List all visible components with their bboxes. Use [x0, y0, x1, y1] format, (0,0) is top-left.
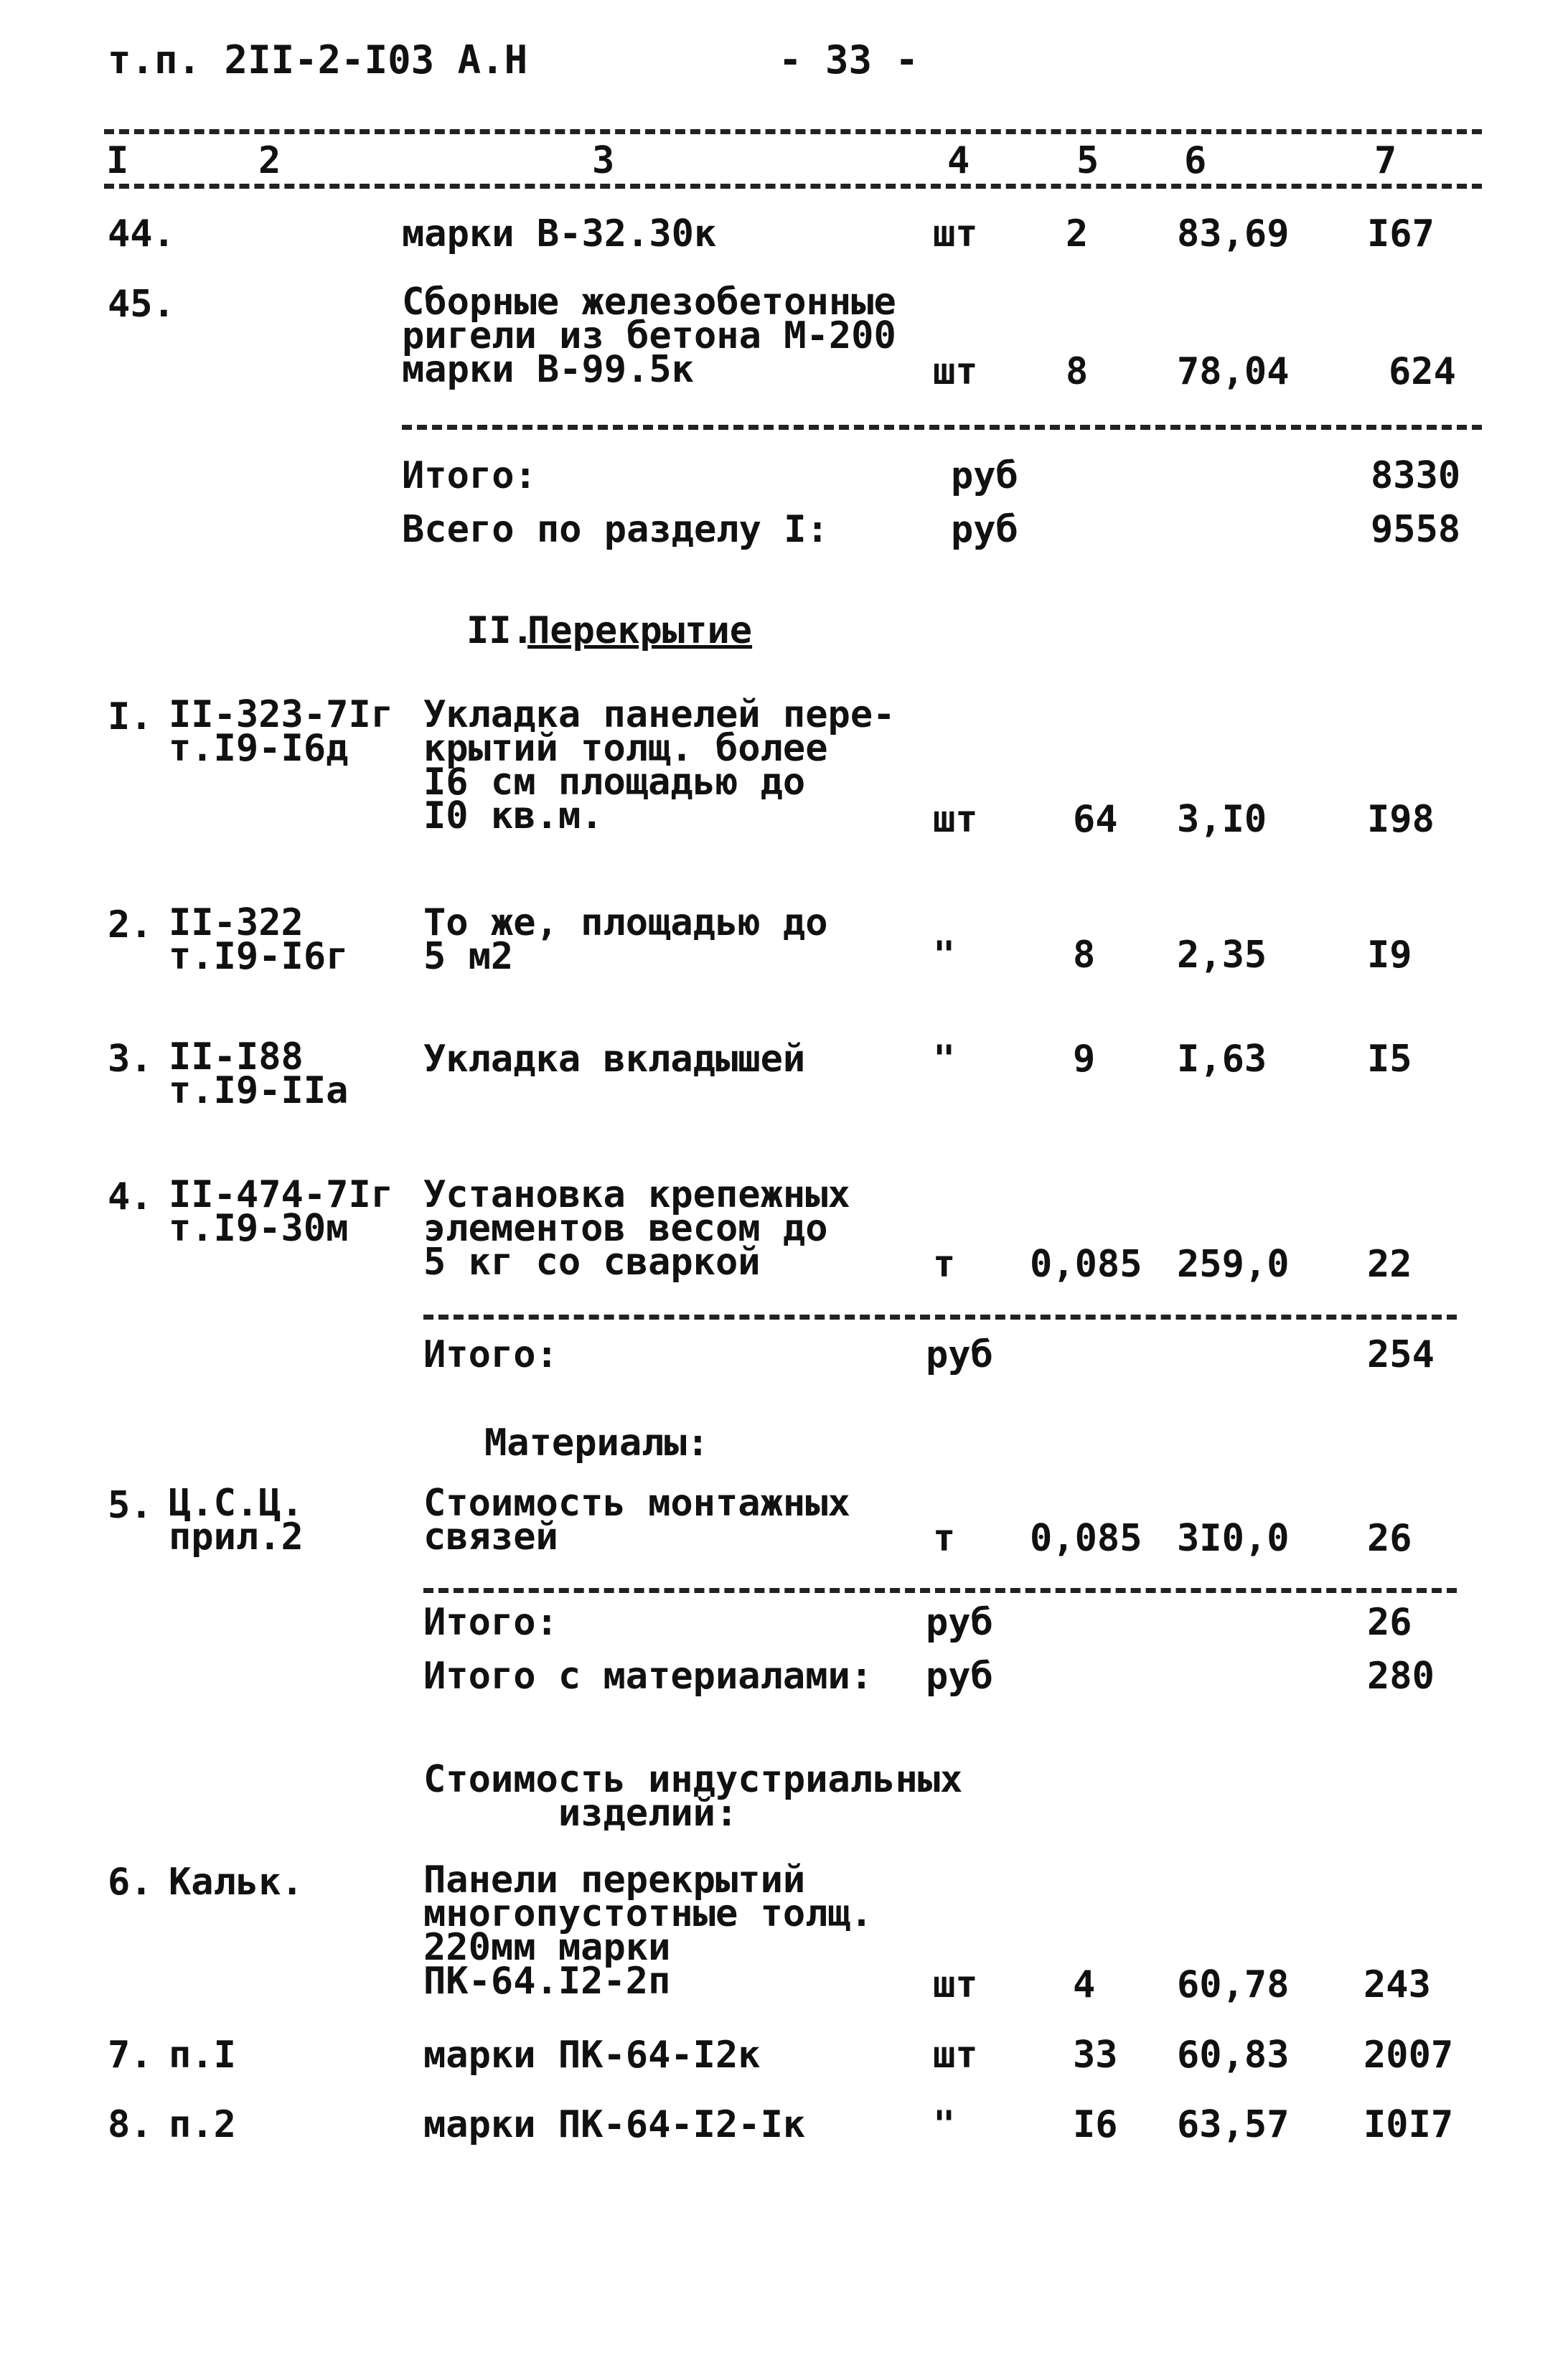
row-number: 8. — [108, 2103, 153, 2146]
row-unit: шт — [933, 212, 978, 255]
row-unit: т — [933, 1243, 956, 1286]
column-header-5: 5 — [1076, 139, 1099, 182]
row-quantity: 9 — [1073, 1038, 1096, 1081]
row-unit: шт — [933, 798, 978, 841]
row-number: 4. — [108, 1175, 153, 1218]
row-code: п.I — [169, 2034, 236, 2077]
row-unit-price: 83,69 — [1177, 212, 1290, 255]
row-unit-price: 3I0,0 — [1177, 1517, 1290, 1560]
row-unit-price: 60,83 — [1177, 2034, 1290, 2077]
subtotal-value: 8330 — [1371, 454, 1461, 497]
row-number: 5. — [108, 1484, 153, 1527]
subtotal-unit: руб — [926, 1601, 993, 1644]
section-total-unit: руб — [951, 508, 1018, 551]
row-total: 624 — [1389, 350, 1456, 393]
table-top-rule — [104, 129, 1482, 134]
row-code: II-474-7Iг т.I9-30м — [169, 1173, 394, 1250]
subtotal-label: Итого: — [402, 454, 537, 497]
materials-heading: Материалы: — [484, 1422, 710, 1465]
subtotal-rule — [423, 1315, 1457, 1320]
row-unit-price: 2,35 — [1177, 934, 1267, 977]
row-description: Сборные железобетонные ригели из бетона М-200 марки В-99.5к — [402, 281, 896, 391]
subtotal-value: 26 — [1367, 1601, 1412, 1644]
row-number: 44. — [108, 212, 175, 255]
row-unit-price: 3,I0 — [1177, 798, 1267, 841]
row-unit: шт — [933, 1963, 978, 2006]
page-number: - 33 - — [779, 37, 919, 83]
row-code: II-322 т.I9-I6г — [169, 901, 349, 978]
section-total-label: Всего по разделу I: — [402, 508, 829, 551]
row-unit: т — [933, 1517, 956, 1560]
subtotal-rule — [402, 425, 1482, 430]
row-quantity: 8 — [1073, 934, 1096, 977]
column-header-1: I — [106, 139, 129, 182]
row-quantity: 4 — [1073, 1963, 1096, 2006]
row-quantity: 0,085 — [1030, 1517, 1142, 1560]
row-description: Панели перекрытий многопустотные толщ. 220мм марки ПК-64.I2-2п — [423, 1859, 873, 2003]
row-code: п.2 — [169, 2103, 236, 2146]
section-total-value: 9558 — [1371, 508, 1461, 551]
column-header-6: 6 — [1184, 139, 1207, 182]
row-number: 6. — [108, 1861, 153, 1904]
row-description: Установка крепежных элементов весом до 5 кг со сваркой — [423, 1173, 850, 1284]
row-description: марки ПК-64-I2к — [423, 2034, 761, 2077]
subtotal-label: Итого: — [423, 1333, 558, 1376]
row-total: I5 — [1367, 1038, 1412, 1081]
subtotal-rule — [423, 1588, 1457, 1593]
row-unit-price: 60,78 — [1177, 1963, 1290, 2006]
row-code: Кальк. — [169, 1861, 304, 1904]
total-with-materials-value: 280 — [1367, 1655, 1435, 1698]
row-unit-price: 63,57 — [1177, 2103, 1290, 2146]
row-quantity: 0,085 — [1030, 1243, 1142, 1286]
row-total: I67 — [1367, 212, 1435, 255]
row-total: I9 — [1367, 934, 1412, 977]
column-header-2: 2 — [258, 139, 281, 182]
column-header-3: 3 — [592, 139, 615, 182]
subtotal-unit: руб — [926, 1333, 993, 1376]
row-total: 22 — [1367, 1243, 1412, 1286]
row-unit: " — [933, 934, 956, 977]
row-code: Ц.С.Ц. прил.2 — [169, 1482, 304, 1559]
row-quantity: 8 — [1066, 350, 1089, 393]
row-quantity: 64 — [1073, 798, 1118, 841]
total-with-materials-label: Итого с материалами: — [423, 1655, 873, 1698]
column-header-7: 7 — [1374, 139, 1397, 182]
row-total: I98 — [1367, 798, 1435, 841]
row-number: 2. — [108, 903, 153, 946]
row-number: I. — [108, 695, 153, 738]
section-title: Перекрытие — [527, 609, 753, 652]
document-code: т.п. 2II-2-I03 А.Н — [108, 37, 528, 83]
row-unit-price: 78,04 — [1177, 350, 1290, 393]
row-total: 2007 — [1363, 2034, 1454, 2077]
subtotal-label: Итого: — [423, 1601, 558, 1644]
row-number: 7. — [108, 2034, 153, 2077]
section-number: II. — [466, 609, 534, 652]
row-code: II-323-7Iг т.I9-I6д — [169, 693, 394, 770]
subtotal-unit: руб — [951, 454, 1018, 497]
row-description: Укладка вкладышей — [423, 1038, 806, 1081]
subtotal-value: 254 — [1367, 1333, 1435, 1376]
row-unit: шт — [933, 2034, 978, 2077]
row-unit-price: 259,0 — [1177, 1243, 1290, 1286]
row-description: То же, площадью до 5 м2 — [423, 901, 828, 978]
row-unit: " — [933, 2103, 956, 2146]
row-quantity: 33 — [1073, 2034, 1118, 2077]
row-description: Укладка панелей пере- крытий толщ. более I6 см площадью до I0 кв.м. — [423, 693, 896, 837]
row-number: 45. — [108, 283, 175, 326]
row-description: марки В-32.30к — [402, 212, 717, 255]
column-header-4: 4 — [947, 139, 970, 182]
row-quantity: 2 — [1066, 212, 1089, 255]
row-total: 243 — [1363, 1963, 1431, 2006]
row-description: Стоимость монтажных связей — [423, 1482, 850, 1559]
row-code: II-I88 т.I9-IIа — [169, 1035, 349, 1112]
row-total: 26 — [1367, 1517, 1412, 1560]
industrial-heading: Стоимость индустриальных изделий: — [423, 1758, 963, 1835]
row-unit: " — [933, 1038, 956, 1081]
row-quantity: I6 — [1073, 2103, 1118, 2146]
total-with-materials-unit: руб — [926, 1655, 993, 1698]
row-unit: шт — [933, 350, 978, 393]
row-description: марки ПК-64-I2-Iк — [423, 2103, 806, 2146]
row-total: I0I7 — [1363, 2103, 1454, 2146]
row-number: 3. — [108, 1038, 153, 1081]
column-header-rule — [104, 184, 1482, 189]
row-unit-price: I,63 — [1177, 1038, 1267, 1081]
